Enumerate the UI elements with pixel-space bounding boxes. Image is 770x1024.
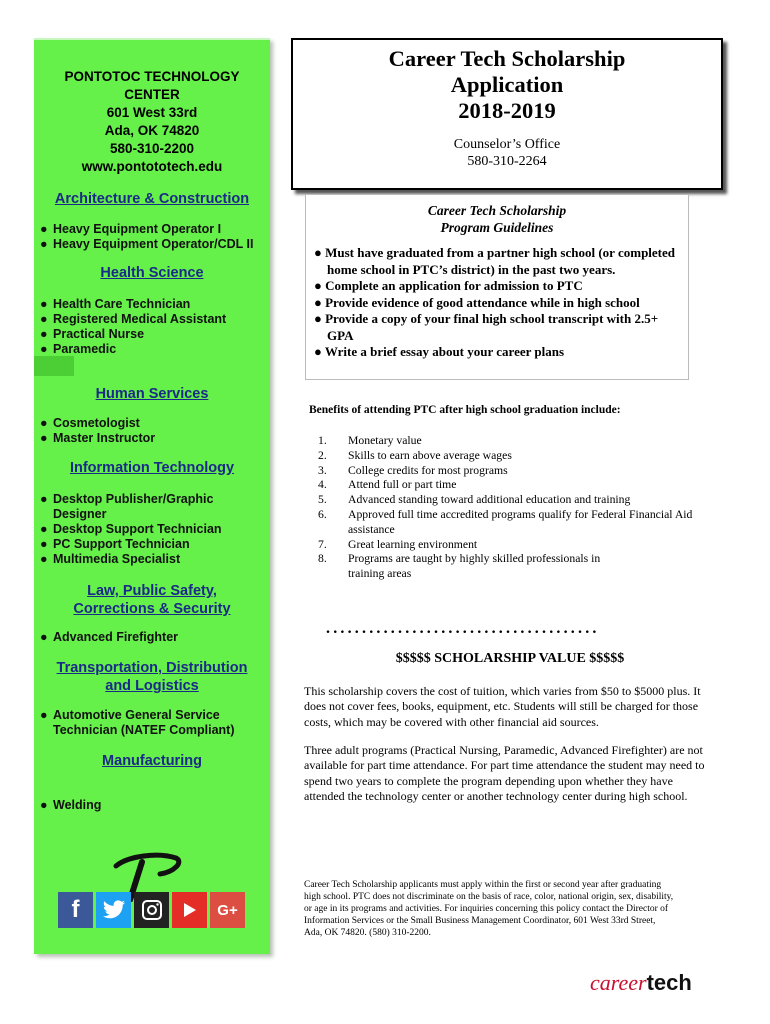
list-item: 1. Monetary value [318,434,422,447]
list-item: ● Heavy Equipment Operator/CDL II [40,237,254,251]
social-icons [58,892,245,928]
benefits-list [318,434,708,582]
section-manufacturing: Manufacturing [102,753,202,769]
program-guidelines-box [305,194,689,380]
googleplus-icon[interactable]: G+ [210,892,245,928]
scholarship-value-heading: $$$$$ SCHOLARSHIP VALUE $$$$$ [395,651,625,666]
nondiscrimination-notice: Career Tech Scholarship applicants must apply within the first or second year after graduating high school. PTC does not discriminate on the basis of race, color, national origin, sex, disability, or age in its programs and activities. For inquiries concerning this policy contact the Director of Information Services or the Small Business Management Coordinator, 601 West 33rd Street, Ada, OK 74820. (580) 310-2200. [304,880,674,938]
list-item: ● Heavy Equipment Operator I [40,222,222,236]
list-item: ● Registered Medical Assistant [40,312,227,326]
list-item: ● Multimedia Specialist [40,552,181,566]
list-item: ● Complete an application for admission to PTC [314,278,583,293]
section-information-technology: Information Technology [69,460,235,476]
list-item: 2. Skills to earn above average wages [318,448,512,462]
list-item: 4. Attend full or part time [318,478,457,492]
list-item: Designer [53,507,107,521]
list-item: ● Automotive General Service [40,708,220,722]
list-item: 5. Advanced standing toward additional education and training [318,493,631,507]
list-item: ● Cosmetologist [40,416,140,430]
sidebar-notch [34,356,74,376]
section-law-public-safety: Law, Public Safety, Corrections & Security [73,583,231,617]
list-item: ● Welding [40,798,102,812]
list-item: ● Provide a copy of your final high school transcript with 2.5+ GPA [314,311,659,343]
dotted-divider: ...................................... [326,624,600,634]
section-health-science: Health Science [100,265,204,281]
list-item: ● Write a brief essay about your career plans [314,344,565,359]
youtube-icon[interactable] [172,892,207,928]
list-item: Technician (NATEF Compliant) [53,723,235,737]
list-item: ● Advanced Firefighter [40,630,179,644]
list-item: 6. Approved full time accredited programs qualify for Federal Financial Aid assistance [318,507,693,536]
scholarship-coverage-text: This scholarship covers the cost of tuition, which varies from $50 to $5000 plus. It does not cover fees, books, equipment, etc. Students will still be charged for those costs, which may be covered with other financial aid sources. [304,684,701,729]
list-item: ● Practical Nurse [40,327,145,341]
programs-sidebar [34,38,270,954]
list-item: ● Desktop Support Technician [40,522,222,536]
list-item: ● Paramedic [40,342,117,356]
list-item: 7. Great learning environment [318,537,478,551]
part-time-text: Three adult programs (Practical Nursing, Paramedic, Advanced Firefighter) are not available for part time attendance. For part time attendance the student may need to spend two years to complete the program depending upon whether they have attended the technology center or another technology center during high school. [304,743,705,803]
instagram-icon[interactable] [134,892,169,928]
twitter-icon[interactable] [96,892,131,928]
school-name: PONTOTOC TECHNOLOGY CENTER 601 West 33rd Ada, OK 74820 580-310-2200 www.pontototech.edu [64,69,240,174]
careertech-logo: careertech [590,970,692,995]
guidelines-title: Career Tech Scholarship Program Guidelines [427,203,567,235]
list-item: 8. Programs are taught by highly skilled professionals in training areas [318,552,601,581]
list-item: 3. College credits for most programs [318,463,508,477]
page-title: Career Tech Scholarship Application 2018-2019 [388,46,626,123]
benefits-heading: Benefits of attending PTC after high school graduation include: [309,404,621,416]
application-title-box [291,38,723,190]
list-item: ● Health Care Technician [40,297,191,311]
facebook-icon[interactable]: f [58,892,93,928]
section-architecture: Architecture & Construction [54,191,250,207]
list-item: ● Provide evidence of good attendance while in high school [314,294,640,310]
guidelines-list [306,245,688,361]
section-transportation: Transportation, Distribution and Logistics [56,660,248,694]
list-item: ● Must have graduated from a partner high school (or completed home school in PTC’s district) in the past two years. [314,245,676,277]
list-item: ● Desktop Publisher/Graphic [40,492,214,506]
counselor-office: Counselor’s Office 580-310-2264 [453,137,561,169]
section-human-services: Human Services [95,386,209,402]
list-item: ● Master Instructor [40,431,156,445]
list-item: ● PC Support Technician [40,537,190,551]
